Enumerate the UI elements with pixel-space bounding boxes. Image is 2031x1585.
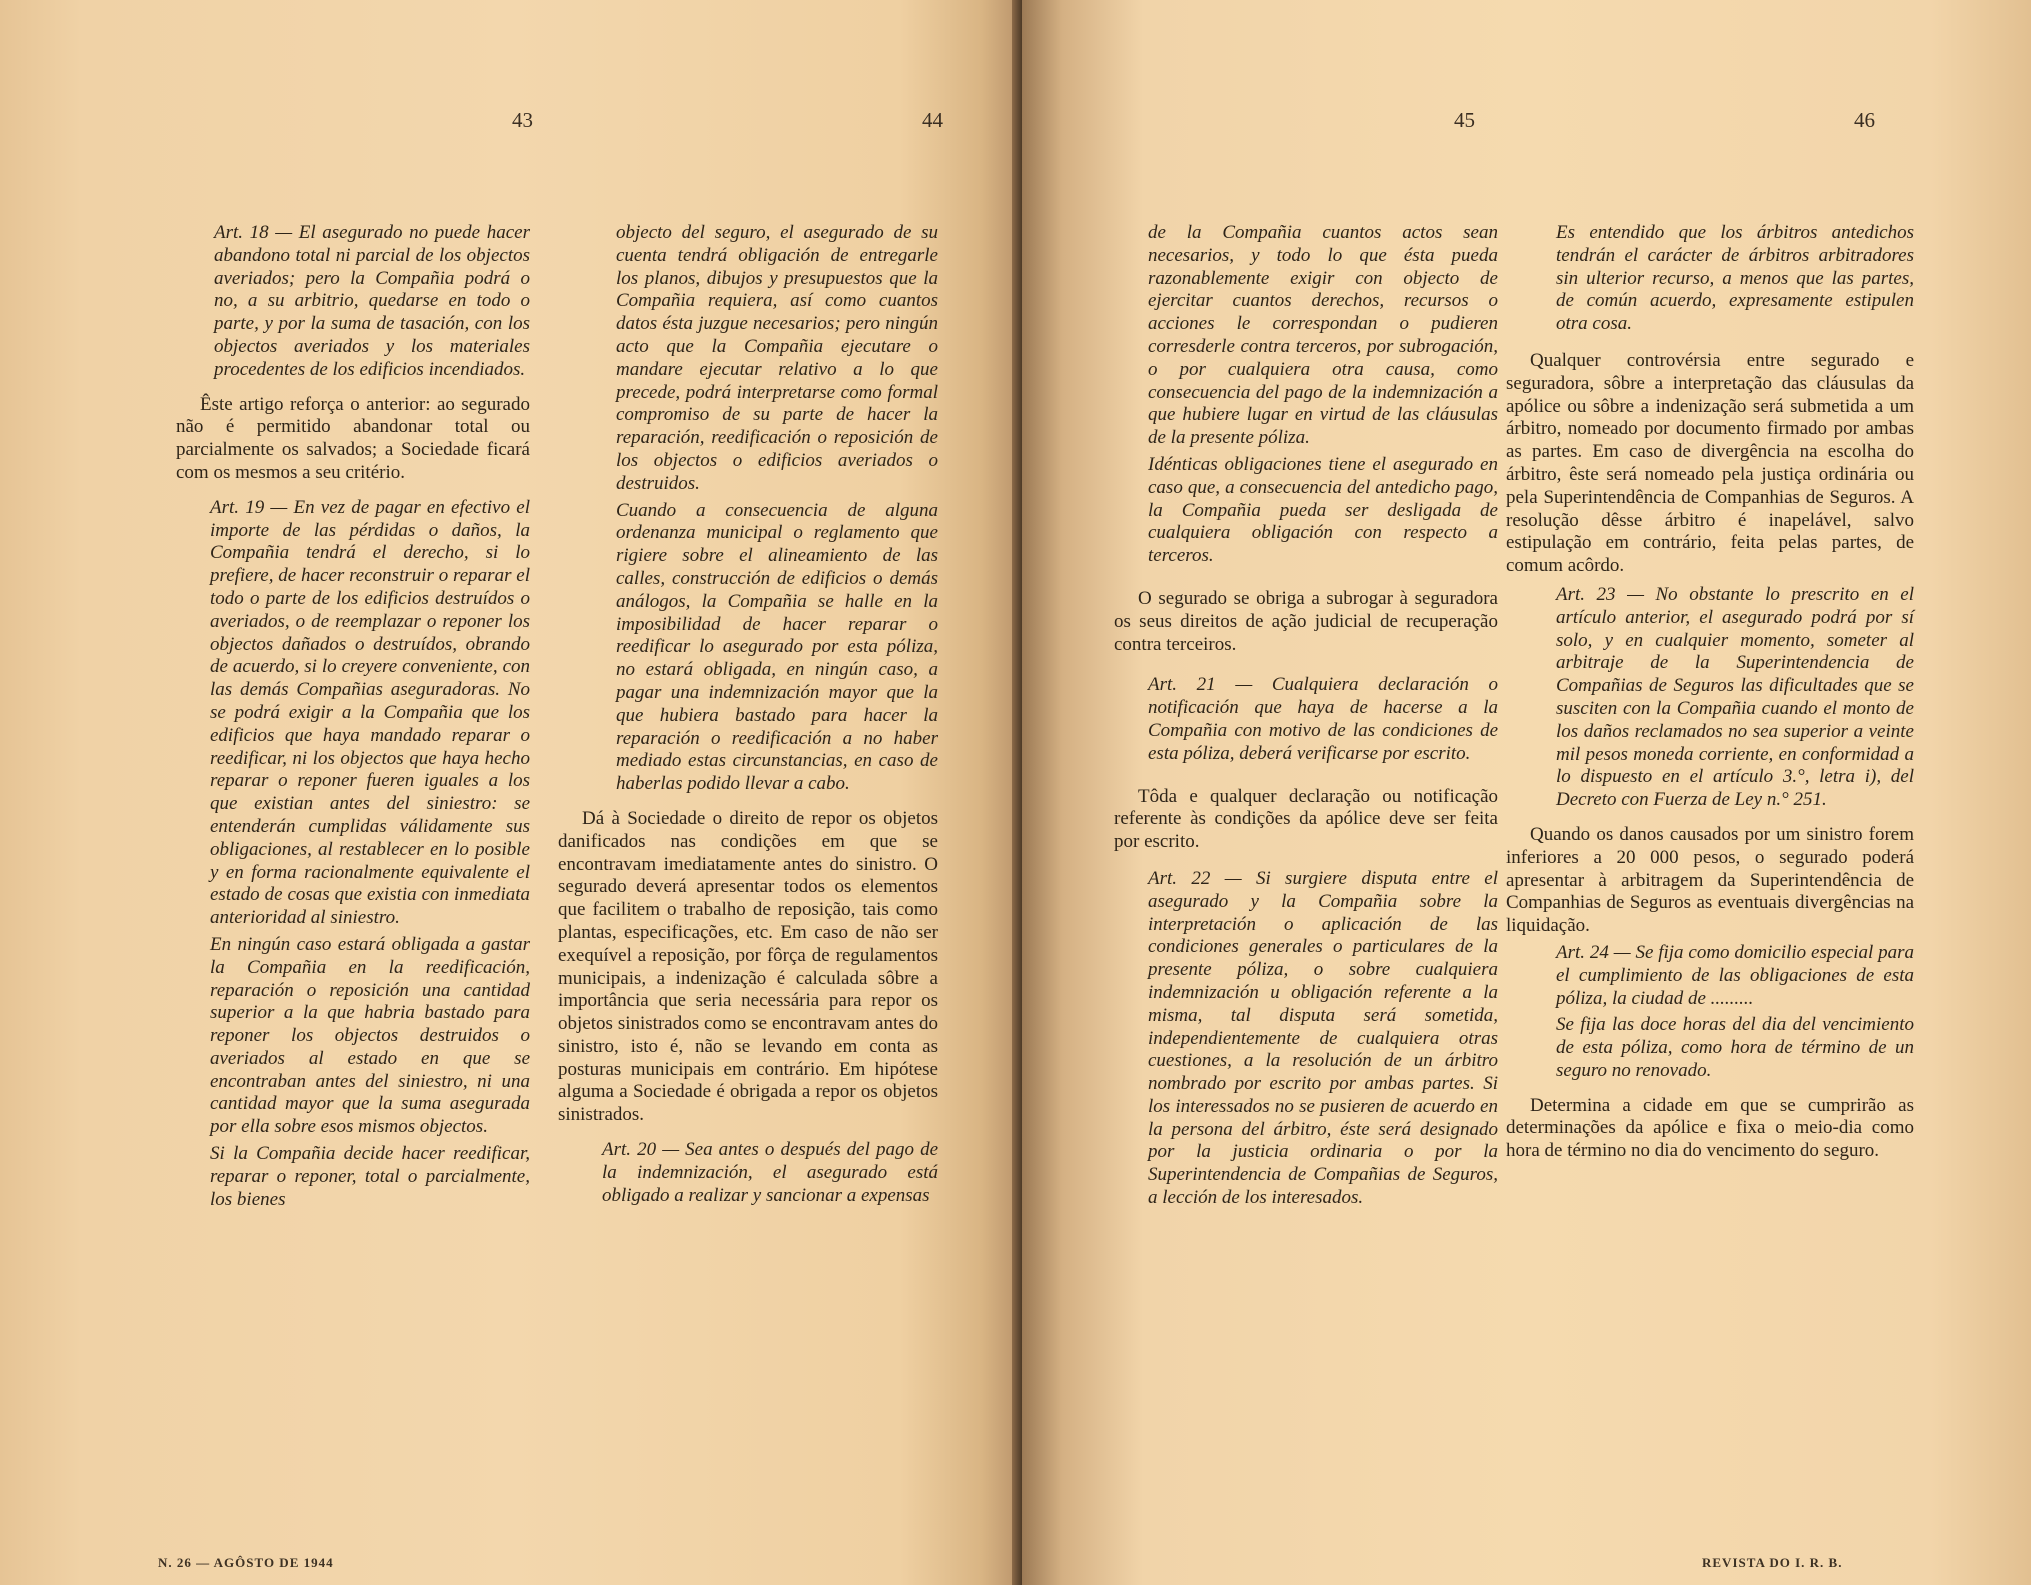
page-number-44: 44 [922, 108, 943, 132]
article-22-spanish: Art. 22 — Si surgiere disputa entre el asegurado y la Compañia sobre la interpretación o aplicación de las condiciones generales o particulares de la presente póliza, o sobre cualquiera indemnización u obligación referente a la misma, tal disputa será sometida, independientemente de cualquiera otras cuestiones, a la resolución de un árbitro nombrado por escrito por ambas partes. Si los interessados no se pusieren de acuerdo en la persona del árbitro, éste será designado por la justicia ordinaria o por la Superintendencia de Compañias de Seguros, a lección de los interesados. [1148, 867, 1498, 1209]
article-18-spanish: Art. 18 — El asegurado no puede hacer abandono total ni parcial de los objectos averiados; pero la Compañia podrá o no, a su arbitrio, quedarse en todo o parte, y por la suma de tasación, con los objectos averiados y los materiales procedentes de los edificios incendiados. [214, 222, 530, 380]
article-19-spanish: Art. 19 — En vez de pagar en efectivo el importe de las pérdidas o daños, la Compañia tendrá el derecho, si lo prefiere, de hacer reconstruir o reparar el todo o parte de los edificios destruídos o averiados, o de reemplazar o reponer los objectos dañados o destruídos, obrando de acuerdo, si lo creyere conveniente, con las demás Compañias aseguradoras. No se podrá exigir a la Compañia que los edificios que haya mandado reparar o reedificar, ni los objectos que haya hecho reparar o reponer fueren iguales a los que existian antes del siniestro: se entenderán cumplidas válidamente sus obligaciones, al restablecer en lo posible y en forma racionalmente equivalente el estado de cosas que existia con inmediata anterioridad al siniestro. [210, 496, 530, 929]
footer-issue: N. 26 — AGÔSTO DE 1944 [158, 1555, 334, 1570]
article-22-commentary: Qualquer controvérsia entre segurado e seguradora, sôbre a interpretação das cláusulas da apólice ou sôbre a indenização será submetida a um árbitro, nomeado por documento firmado por ambas as partes. Em caso de divergência na escolha do árbitro, êste será nomeado pela justiça ordinária ou pela Superintendência de Companhias de Seguros. A resolução dêsse árbitro é inapelável, salvo estipulação em contrário, feita pelas partes, de comum acôrdo. [1506, 349, 1914, 577]
column-page-43 [176, 222, 530, 1223]
article-19-paragraph-e: Cuando a consecuencia de alguna ordenanza municipal o reglamento que rigiere sobre el alineamiento de las calles, construcción de edificios o demás análogos, la Compañia se halle en la imposibilidad de hacer reparar o reedificar lo asegurado por esta póliza, no estará obligada, en ningún caso, a pagar una indemnización mayor que la que hubiera bastado para hacer la reparación o reedificación a no haber mediado estas circunstancias, en caso de haberlas podido llevar a cabo. [616, 499, 938, 795]
article-19-paragraph-c: Si la Compañia decide hacer reedificar, reparar o reponer, total o parcialmente, los bienes [210, 1143, 530, 1210]
article-19-commentary: Dá à Sociedade o direito de repor os objetos danificados nas condições em que se encontravam imediatamente antes do sinistro. O segurado deverá apresentar todos os elementos que facilitem o trabalho de reposição, tais como plantas, especificações, etc. Em caso de não ser exequível a reposição, por fôrça de regulamentos municipais, a indenização é calculada sôbre a importância que seria necessária para repor os objetos sinistrados como se encontravam antes do sinistro, isto é, não se levando em conta as posturas municipais em contrário. Em hipótese alguma a Sociedade é obrigada a repor os objetos sinistrados. [558, 807, 938, 1126]
article-18-commentary: Êste artigo reforça o anterior: ao segurado não é permitido abandonar total ou parcialmente os salvados; a Sociedade ficará com os mesmos a seu critério. [176, 393, 530, 483]
article-21-commentary: Tôda e qualquer declaração ou notificação referente às condições da apólice deve ser feita por escrito. [1114, 785, 1498, 853]
article-23-spanish: Art. 23 — No obstante lo prescrito en el artículo anterior, el asegurado podrá por sí solo, y en cualquier momento, someter al arbitraje de la Superintendencia de Compañias de Seguros las dificultades que se susciten con la Compañia cuando el monto de los daños reclamados no sea superior a veinte mil pesos moneda corriente, en conformidad a lo dispuesto en el artículo 3.°, letra i), del Decreto con Fuerza de Ley n.° 251. [1556, 583, 1914, 811]
footer-journal: REVISTA DO I. R. B. [1702, 1555, 1843, 1570]
article-20-commentary: O segurado se obriga a subrogar à seguradora os seus direitos de ação judicial de recuperação contra terceiros. [1114, 587, 1498, 655]
article-21-spanish: Art. 21 — Cualquiera declaración o notificación que haya de hacerse a la Compañia con motivo de las condiciones de esta póliza, deberá verificarse por escrito. [1148, 674, 1498, 764]
column-page-44 [558, 222, 938, 1219]
article-20-paragraph-b: de la Compañia cuantos actos sean necesarios, y todo lo que ésta pueda razonablemente exigir con objecto de ejercitar cuantos derechos, recursos o acciones le correspondan o pudieren corresderle contra terceros, por subrogación, o por cualquiera otra causa, como consecuencia del pago de la indemnización a que hubiere lugar en virtud de las cláusulas de la presente póliza. [1148, 222, 1498, 449]
page-number-43: 43 [512, 108, 533, 132]
article-20-paragraph-c: Idénticas obligaciones tiene el asegurado en caso que, a consecuencia del antedicho pago, la Compañia pueda ser desligada de cualquiera obligación con respecto a terceros. [1148, 453, 1498, 567]
article-24-commentary: Determina a cidade em que se cumprirão as determinações da apólice e fixa o meio-dia como hora de término no dia do vencimento do seguro. [1506, 1094, 1914, 1162]
article-23-commentary: Quando os danos causados por um sinistro forem inferiores a 20 000 pesos, o segurado poderá apresentar à arbitragem da Superintendência de Companhias de Seguros as eventuais divergências na liquidação. [1506, 823, 1914, 937]
article-19-paragraph-d: objecto del seguro, el asegurado de su cuenta tendrá obligación de entregarle los planos, dibujos y presupuestos que la Compañia requiera, así como cuantos datos ésta juzgue necesarios; pero ningún acto que la Compañia ejecutare o mandare ejecutar relativo a lo que precede, podrá interpretarse como formal compromiso de su parte de hacer la reparación, reedificación o reposición de los objectos o edificios averiados o destruidos. [616, 222, 938, 494]
article-19-paragraph-b: En ningún caso estará obligada a gastar la Compañia en la reedificación, reparación o reposición una cantidad superior a la que habria bastado para reponer los objectos destruidos o averiados al estado en que se encontraban antes del siniestro, ni una cantidad mayor que la suma asegurada por ella sobre esos mismos objectos. [210, 933, 530, 1138]
page-number-46: 46 [1854, 108, 1875, 132]
article-24-paragraph-b: Se fija las doce horas del dia del vencimiento de esta póliza, como hora de término de un seguro no renovado. [1556, 1014, 1914, 1081]
page-number-45: 45 [1454, 108, 1475, 132]
column-page-45 [1114, 222, 1498, 1222]
column-page-46 [1506, 222, 1914, 1175]
right-page [1022, 0, 2031, 1585]
article-24-spanish: Art. 24 — Se fija como domicilio especial para el cumplimiento de las obligaciones de esta póliza, la ciudad de ......... [1556, 941, 1914, 1009]
article-22-paragraph-b: Es entendido que los árbitros antedichos tendrán el carácter de árbitros arbitradores sin ulterior recurso, a menos que las partes, de común acuerdo, expresamente estipulen otra cosa. [1556, 222, 1914, 335]
article-20-spanish: Art. 20 — Sea antes o después del pago de la indemnización, el asegurado está obligado a realizar y sancionar a expensas [602, 1139, 938, 1206]
